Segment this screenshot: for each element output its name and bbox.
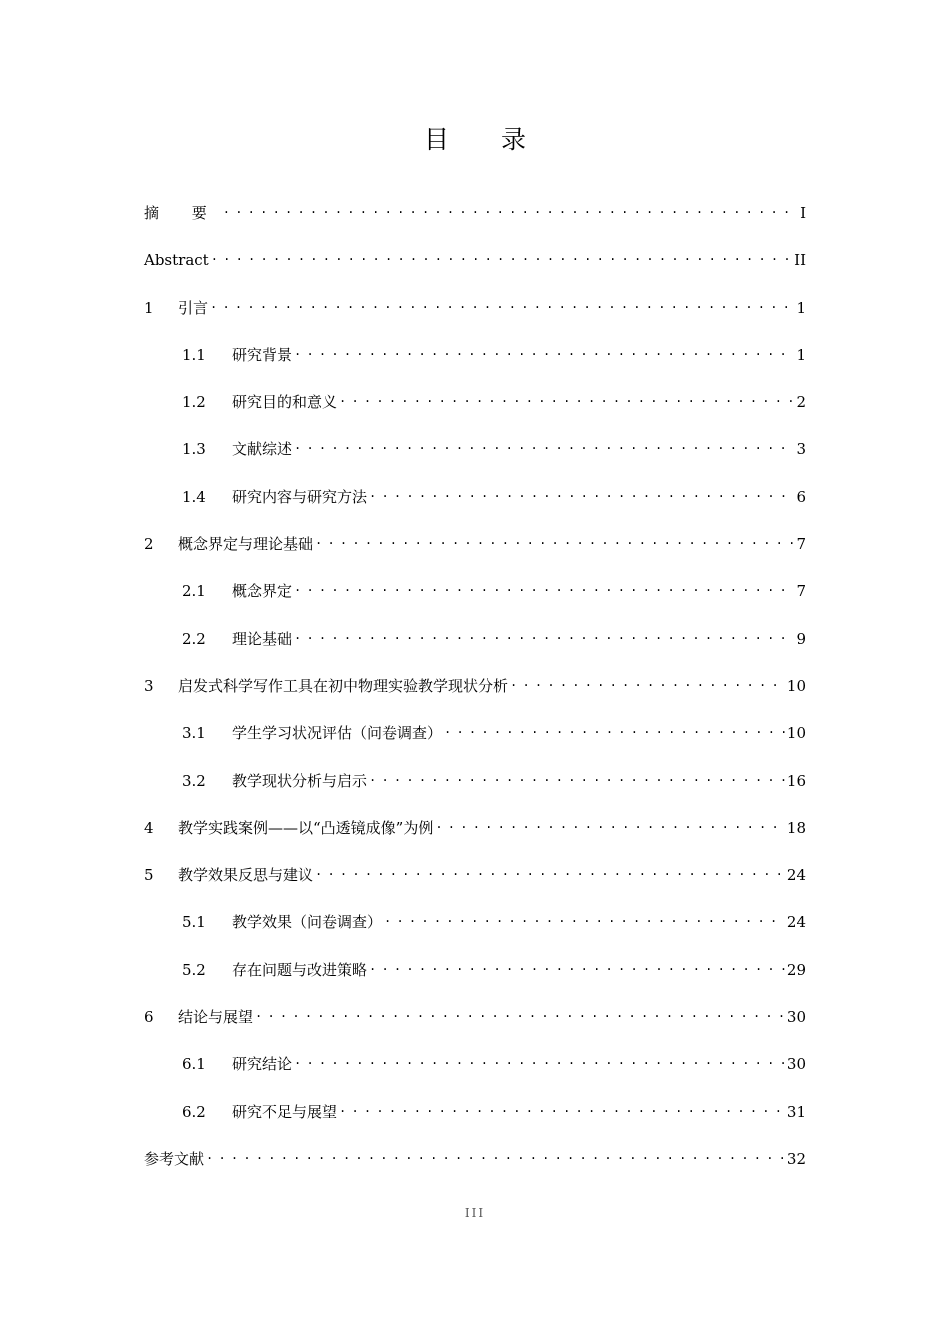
toc-entry-label: 教学效果（问卷调查）: [232, 913, 383, 932]
toc-entry-section-1-2[interactable]: [144, 387, 806, 434]
toc-entry-section-2-2[interactable]: [144, 624, 806, 671]
toc-page-number: 6: [796, 487, 806, 506]
toc-entry-number: 3: [144, 676, 154, 695]
toc-page-number: 24: [786, 866, 806, 885]
toc-entry-number: 6.2: [182, 1102, 206, 1121]
toc-entry-chapter-1[interactable]: [144, 293, 806, 340]
toc-entry-abstract-en[interactable]: [144, 245, 806, 292]
page-number-footer: III: [464, 1206, 486, 1220]
toc-leader-dots: [211, 245, 792, 265]
toc-page-number: 29: [786, 960, 806, 979]
toc-entry-number: 1.2: [182, 393, 206, 412]
toc-entry-label: 引言: [178, 298, 209, 317]
toc-leader-dots: [223, 198, 798, 218]
toc-page-number: 7: [796, 582, 806, 601]
toc-entry-number: 3.1: [182, 724, 206, 743]
toc-leader-dots: [294, 624, 794, 644]
toc-entry-label: 结论与展望: [178, 1008, 254, 1027]
toc-leader-dots: [255, 1002, 785, 1022]
toc-leader-dots: [339, 1097, 785, 1117]
toc-entry-references[interactable]: [144, 1144, 806, 1191]
toc-page-number: 24: [786, 913, 806, 932]
toc-entry-label: 学生学习状况评估（问卷调查）: [232, 724, 443, 743]
toc-page-number: 1: [796, 298, 806, 317]
toc-entry-chapter-3[interactable]: [144, 671, 806, 718]
toc-entry-chapter-4[interactable]: [144, 813, 806, 860]
toc-page-number: 7: [796, 535, 806, 554]
toc-entry-section-1-1[interactable]: [144, 340, 806, 387]
toc-entry-label: 研究不足与展望: [232, 1102, 338, 1121]
toc-leader-dots: [384, 907, 785, 927]
toc-page-number: 30: [786, 1008, 806, 1027]
toc-entry-label: 参考文献: [144, 1149, 205, 1168]
toc-entry-number: 1.1: [182, 345, 206, 364]
toc-entry-number: 2.1: [182, 582, 206, 601]
toc-leader-dots: [369, 482, 794, 502]
toc-entry-number: 2: [144, 535, 154, 554]
toc-leader-dots: [444, 718, 785, 738]
toc-entry-section-5-1[interactable]: [144, 907, 806, 954]
toc-leader-dots: [315, 860, 785, 880]
toc-entry-label: 理论基础: [232, 629, 293, 648]
toc-page-number: 32: [786, 1149, 806, 1168]
toc-leader-dots: [369, 955, 785, 975]
toc-entry-label: 存在问题与改进策略: [232, 960, 368, 979]
toc-entry-number: 4: [144, 818, 154, 837]
toc-entry-section-6-1[interactable]: [144, 1049, 806, 1096]
page-title: 目 录: [424, 125, 548, 154]
toc-page-number: 9: [796, 629, 806, 648]
toc-entry-label: 文献综述: [232, 440, 293, 459]
toc-leader-dots: [294, 340, 794, 360]
toc-entry-label: 教学效果反思与建议: [178, 866, 314, 885]
toc-page-number: 1: [796, 345, 806, 364]
toc-entry-label: 概念界定: [232, 582, 293, 601]
toc-leader-dots: [210, 293, 794, 313]
toc-entry-section-1-3[interactable]: [144, 434, 806, 481]
toc-leader-dots: [339, 387, 794, 407]
toc-page-number: 10: [786, 676, 806, 695]
table-of-contents: [144, 198, 806, 1191]
toc-leader-dots: [294, 1049, 785, 1069]
toc-leader-dots: [435, 813, 785, 833]
toc-entry-label: 研究背景: [232, 345, 293, 364]
toc-entry-label: 研究目的和意义: [232, 393, 338, 412]
toc-entry-section-3-1[interactable]: [144, 718, 806, 765]
toc-entry-chapter-5[interactable]: [144, 860, 806, 907]
toc-page-number: 2: [796, 393, 806, 412]
toc-page-number: 16: [786, 771, 806, 790]
toc-entry-section-3-2[interactable]: [144, 766, 806, 813]
toc-leader-dots: [206, 1144, 785, 1164]
toc-entry-number: 2.2: [182, 629, 206, 648]
toc-entry-label: Abstract: [144, 251, 209, 270]
toc-page-number: 30: [786, 1055, 806, 1074]
toc-page-number: 31: [786, 1102, 806, 1121]
toc-entry-label: 概念界定与理论基础: [178, 535, 314, 554]
toc-entry-number: 6: [144, 1008, 154, 1027]
toc-entry-chapter-6[interactable]: [144, 1002, 806, 1049]
toc-entry-number: 5.2: [182, 960, 206, 979]
toc-entry-label: 教学实践案例——以“凸透镜成像”为例: [178, 818, 434, 837]
toc-entry-number: 6.1: [182, 1055, 206, 1074]
toc-leader-dots: [510, 671, 785, 691]
toc-page-number: II: [794, 251, 806, 270]
toc-entry-number: 1: [144, 298, 154, 317]
toc-entry-label: 教学现状分析与启示: [232, 771, 368, 790]
toc-entry-label: 研究结论: [232, 1055, 293, 1074]
toc-leader-dots: [294, 434, 794, 454]
toc-entry-label: 研究内容与研究方法: [232, 487, 368, 506]
toc-entry-section-2-1[interactable]: [144, 576, 806, 623]
toc-entry-number: 5.1: [182, 913, 206, 932]
toc-page-number: 10: [786, 724, 806, 743]
toc-entry-abstract-cn[interactable]: [144, 198, 806, 245]
toc-entry-section-6-2[interactable]: [144, 1097, 806, 1144]
toc-entry-label: 启发式科学写作工具在初中物理实验教学现状分析: [178, 676, 509, 695]
toc-entry-section-5-2[interactable]: [144, 955, 806, 1002]
toc-leader-dots: [315, 529, 794, 549]
toc-page-number: 3: [796, 440, 806, 459]
toc-page-number: I: [800, 204, 806, 222]
toc-leader-dots: [369, 766, 785, 786]
toc-page-number: 18: [786, 818, 806, 837]
toc-leader-dots: [294, 576, 794, 596]
toc-entry-number: 3.2: [182, 771, 206, 790]
toc-entry-number: 1.3: [182, 440, 206, 459]
toc-entry-section-1-4[interactable]: [144, 482, 806, 529]
toc-entry-number: 1.4: [182, 487, 206, 506]
toc-entry-label: 摘 要: [144, 204, 221, 222]
toc-entry-number: 5: [144, 866, 154, 885]
toc-entry-chapter-2[interactable]: [144, 529, 806, 576]
